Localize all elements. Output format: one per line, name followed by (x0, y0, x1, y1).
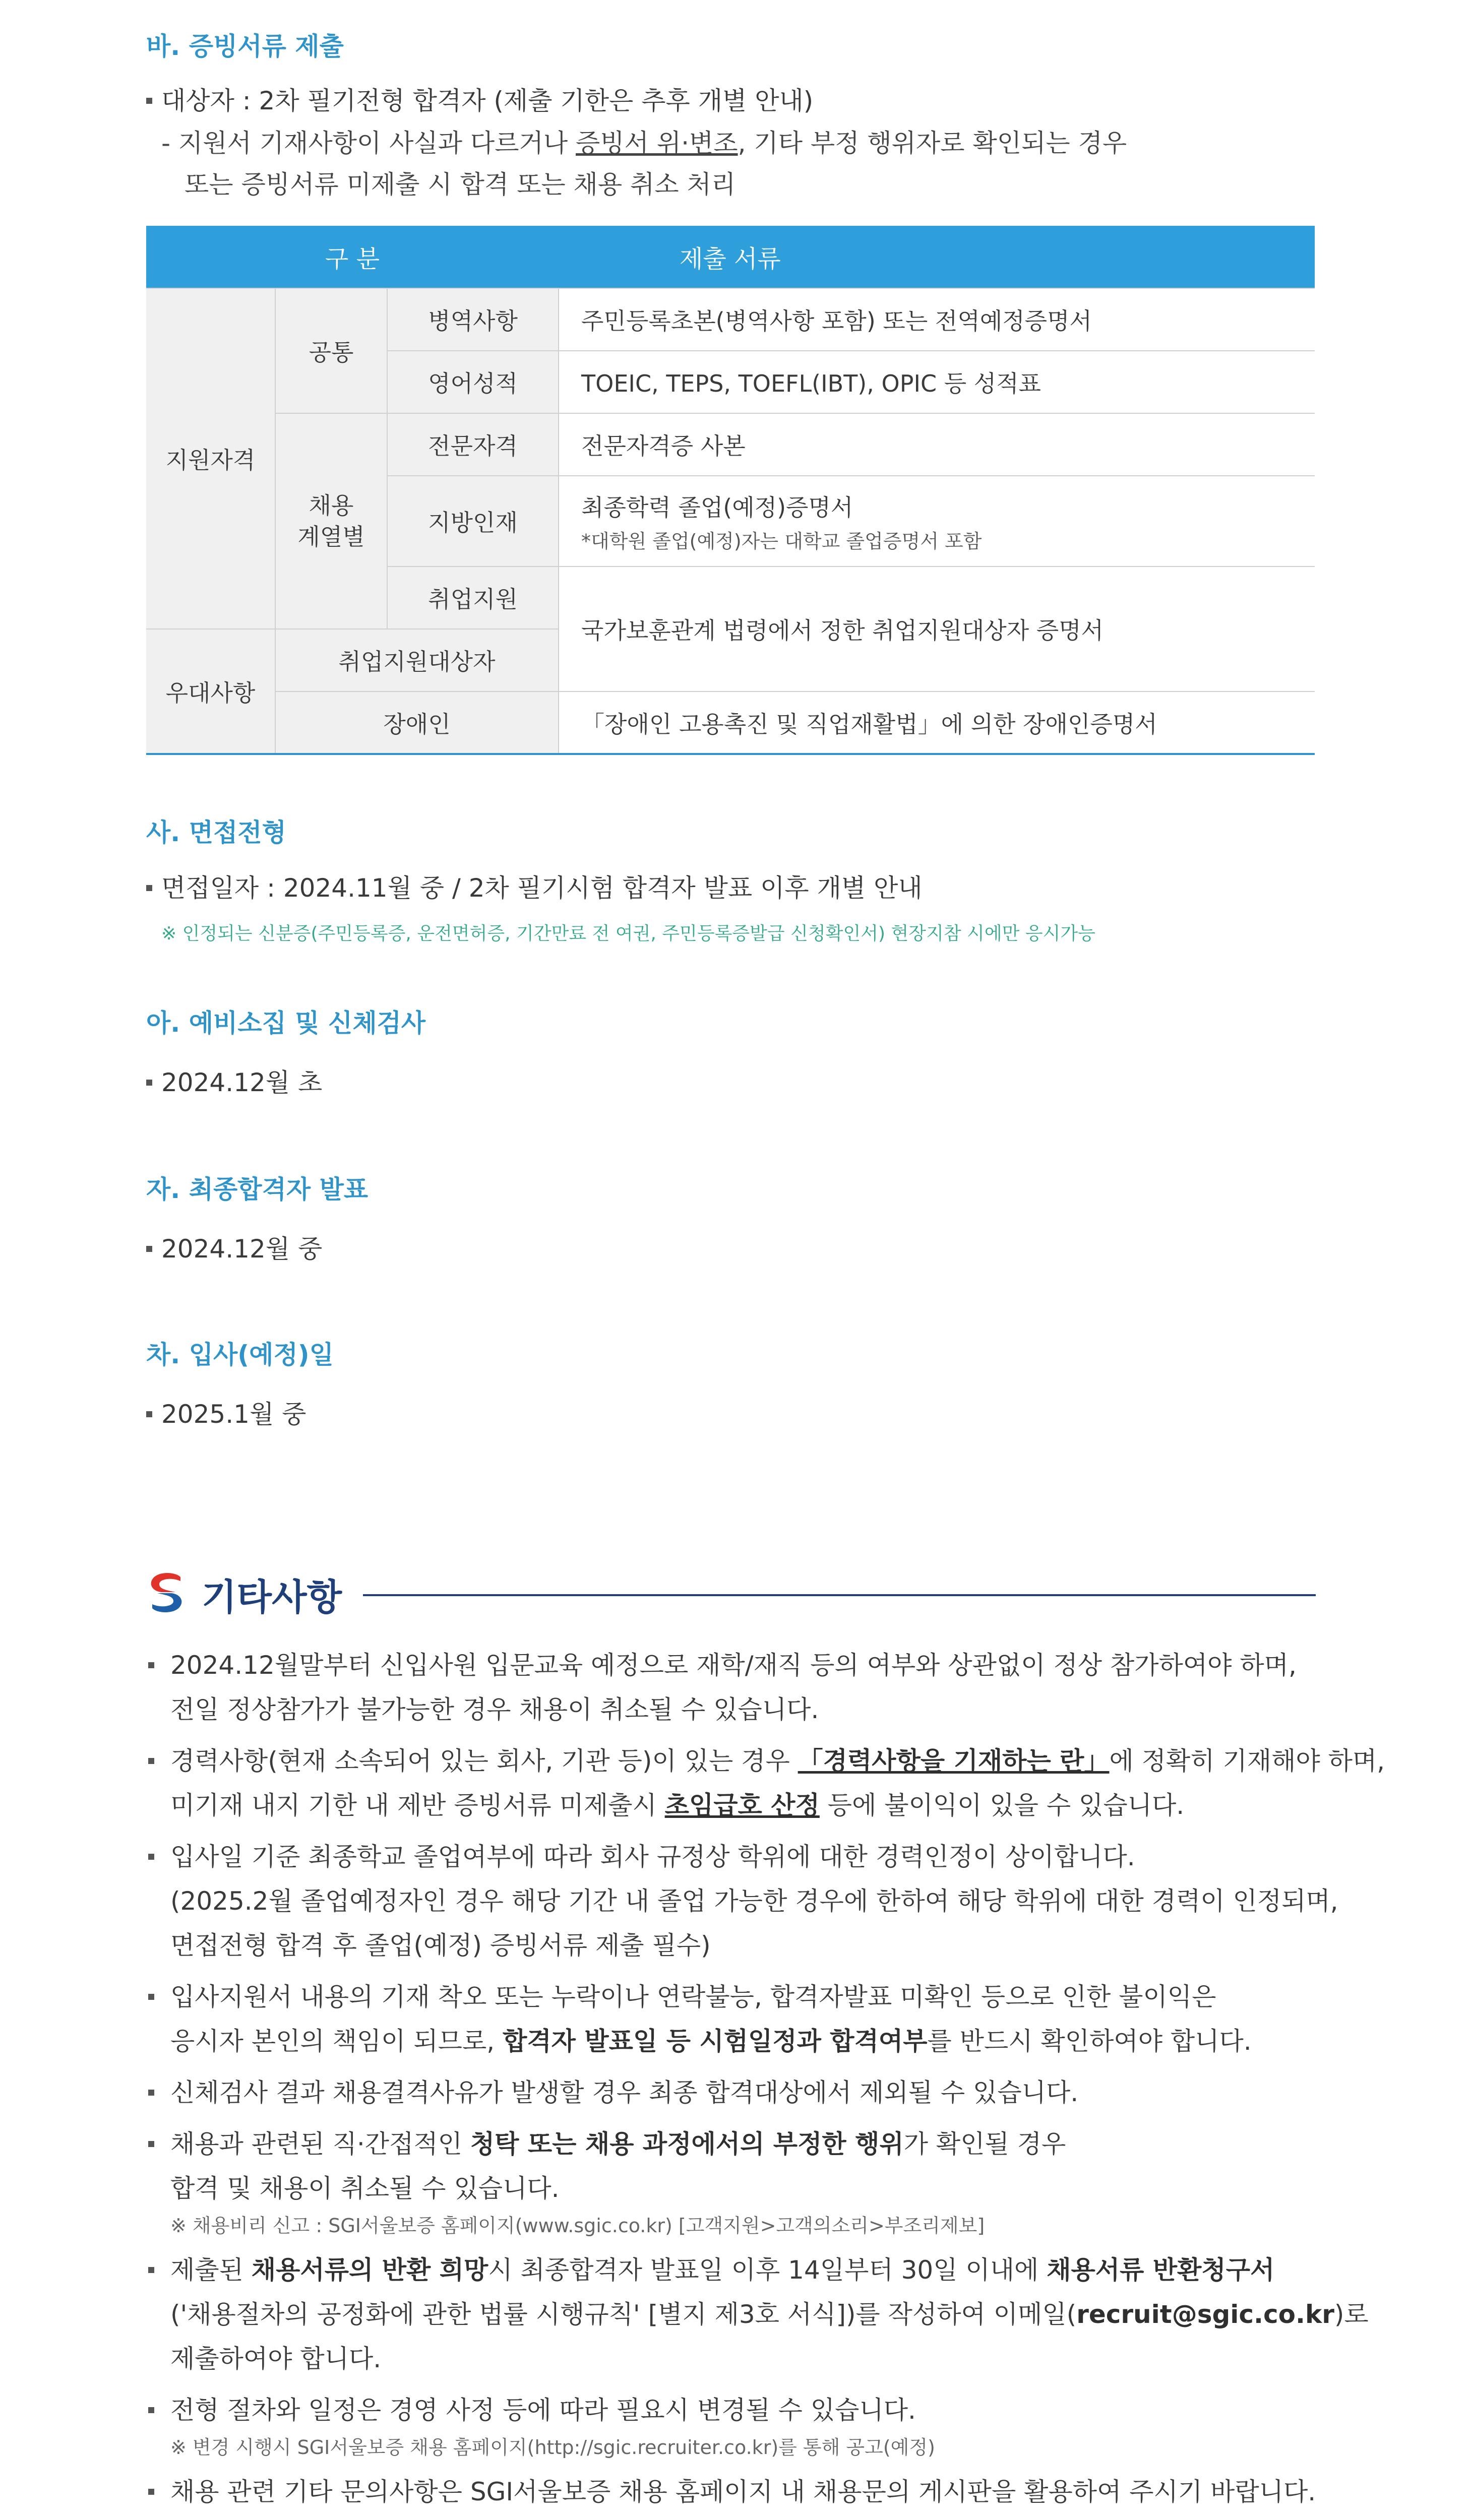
misc-item-7-line-3: 제출하여야 합니다. (170, 2344, 382, 2373)
documents-note-1a: - 지원서 기재사항이 사실과 다르거나 (161, 129, 576, 158)
documents-note-1b: , 기타 부정 행위자로 확인되는 경우 (738, 129, 1127, 158)
misc-item-2-a: 경력사항(현재 소속되어 있는 회사, 기관 등)이 있는 경우 (170, 1746, 798, 1776)
misc-item-3-line-3: 면접전형 합격 후 졸업(예정) 증빙서류 제출 필수) (170, 1931, 711, 1960)
misc-item-7-line-2 (170, 2292, 1369, 2337)
misc-item-3 (146, 1835, 1338, 1968)
misc-list (146, 1643, 1385, 2520)
row-english: 영어성적 (387, 351, 559, 413)
section-title-final: 자. 최종합격자 발표 (146, 1175, 369, 1204)
sgi-logo-icon (146, 1570, 187, 1615)
row-common: 공통 (275, 288, 387, 413)
employ-support-doc: 국가보훈관계 법령에서 정한 취업지원대상자 증명서 (559, 566, 1315, 691)
misc-item-8 (146, 2388, 1321, 2463)
bullet (146, 98, 152, 104)
misc-item-6 (146, 2122, 1321, 2241)
misc-item-7-c: 시 최종합격자 발표일 이후 14일부터 30일 이내에 (488, 2255, 1047, 2285)
interview-id-notice: ※ 인정되는 신분증(주민등록증, 운전면허증, 기간만료 전 여권, 주민등록증발급 신청확인서) 현장지참 시에만 응시가능 (161, 923, 1095, 944)
misc-item-2-line-1 (170, 1739, 1385, 1783)
bullet (146, 1411, 152, 1417)
join-date (146, 1399, 306, 1429)
misc-item-1-line-2: 전일 정상참가가 불가능한 경우 채용이 취소될 수 있습니다. (170, 1695, 819, 1724)
orientation-date-text: 2024.12월 초 (161, 1068, 323, 1097)
join-date-text: 2025.1월 중 (161, 1400, 307, 1429)
row-expert: 전문자격 (387, 413, 559, 476)
schedule-highlight: 합격자 발표일 등 시험일정과 합격여부 (503, 2027, 928, 2056)
misc-item-8-note: ※ 변경 시행시 SGI서울보증 채용 홈페이지(http://sgic.recruiter.co.kr)를 통해 공고(예정) (170, 2436, 935, 2459)
documents-target-text: 대상자 : 2차 필기전형 합격자 (제출 기한은 추후 개별 안내) (161, 86, 814, 115)
misc-item-6-line-2: 합격 및 채용이 취소될 수 있습니다. (170, 2174, 560, 2203)
misc-item-2-c: 에 정확히 기재해야 하며, (1109, 1746, 1385, 1776)
misc-item-2-d: 미기재 내지 기한 내 제반 증빙서류 미제출시 (170, 1791, 665, 1820)
misc-rule (363, 1594, 1316, 1596)
misconduct-highlight: 청탁 또는 채용 과정에서의 부정한 행위 (470, 2129, 904, 2159)
misc-item-2 (146, 1739, 1385, 1828)
misc-item-7-line-1 (170, 2248, 1321, 2292)
misc-item-4-line-1: 입사지원서 내용의 기재 착오 또는 누락이나 연락불능, 합격자발표 미확인 등으로 인한 불이익은 (170, 1982, 1216, 2011)
expert-doc: 전문자격증 사본 (559, 413, 1315, 476)
interview-date-text: 면접일자 : 2024.11월 중 / 2차 필기시험 합격자 발표 이후 개별 안내 (161, 873, 923, 903)
row-local: 지방인재 (387, 476, 559, 566)
misc-item-7-g: )로 (1334, 2300, 1369, 2329)
misc-item-3-line-2: (2025.2월 졸업예정자인 경우 해당 기간 내 졸업 가능한 경우에 한하여 해당 학위에 대한 경력이 인정되며, (170, 1886, 1338, 1916)
misc-item-6-line-1 (170, 2122, 1321, 2166)
orientation-date (146, 1067, 322, 1098)
row-military: 병역사항 (387, 288, 559, 351)
misc-item-6-a: 채용과 관련된 직·간접적인 (170, 2129, 470, 2159)
disabled-doc: 「장애인 고용촉진 및 직업재활법」에 의한 장애인증명서 (559, 691, 1315, 754)
english-doc: TOEIC, TEPS, TOEFL(IBT), OPIC 등 성적표 (559, 351, 1315, 413)
section-title-documents: 바. 증빙서류 제출 (146, 32, 344, 61)
section-title-orientation: 아. 예비소집 및 신체검사 (146, 1009, 426, 1038)
misc-item-6-note: ※ 채용비리 신고 : SGI서울보증 홈페이지(www.sgic.co.kr) [고객지원>고객의소리>부조리제보] (170, 2215, 985, 2237)
misc-item-9-line-1: 채용 관련 기타 문의사항은 SGI서울보증 채용 홈페이지 내 채용문의 게시판을 활용하여 주시기 바랍니다. (170, 2477, 1316, 2506)
misc-item-3-line-1: 입사일 기준 최종학교 졸업여부에 따라 회사 규정상 학위에 대한 경력인정이 상이합니다. (170, 1842, 1135, 1871)
bullet (146, 1080, 152, 1086)
row-qualification: 지원자격 (146, 288, 275, 629)
final-date-text: 2024.12월 중 (161, 1234, 323, 1264)
row-disabled: 장애인 (275, 691, 559, 754)
documents-target (146, 86, 813, 116)
misc-item-2-line-2 (170, 1783, 1321, 1828)
misc-item-5-line-1: 신체검사 결과 채용결격사유가 발생할 경우 최종 합격대상에서 제외될 수 있습니다. (170, 2078, 1079, 2107)
misc-item-1 (146, 1643, 1321, 1732)
salary-grade-highlight: 초임급호 산정 (664, 1791, 820, 1820)
final-date (146, 1234, 322, 1264)
misc-header (146, 1565, 1316, 1620)
bullet (146, 885, 152, 891)
military-doc: 주민등록초본(병역사항 포함) 또는 전역예정증명서 (559, 288, 1315, 351)
row-preference: 우대사항 (146, 629, 275, 754)
misc-item-9 (146, 2470, 1321, 2520)
documents-note-1 (161, 121, 1127, 165)
local-doc-text: 최종학력 졸업(예정)증명서 (581, 493, 853, 521)
local-doc-note: *대학원 졸업(예정)자는 대학교 졸업증명서 포함 (581, 530, 982, 552)
misc-item-4-line-2 (170, 2019, 1321, 2063)
misc-item-1-line-1: 2024.12월말부터 신입사원 입문교육 예정으로 재학/재직 등의 여부와 상관없이 정상 참가하여야 하며, (170, 1651, 1297, 1680)
table-head-docs: 제출 서류 (559, 226, 1315, 288)
row-employ-target: 취업지원대상자 (275, 629, 559, 691)
documents-table (146, 226, 1315, 755)
misc-item-7-a: 제출된 (170, 2255, 252, 2285)
misc-item-4 (146, 1975, 1321, 2063)
misc-item-4-c: 를 반드시 확인하여야 합니다. (927, 2027, 1252, 2056)
bullet (146, 1246, 152, 1252)
documents-note-2: 또는 증빙서류 미제출 시 합격 또는 채용 취소 처리 (185, 170, 736, 199)
misc-item-7-e: ('채용절차의 공정화에 관한 법률 시행규칙' [별지 제3호 서식])를 작성하여 이메일( (170, 2300, 1077, 2329)
misc-item-2-f: 등에 불이익이 있을 수 있습니다. (819, 1791, 1185, 1820)
row-by-track: 채용 계열별 (275, 413, 387, 629)
local-doc (559, 476, 1315, 566)
recruit-email[interactable]: recruit@sgic.co.kr (1076, 2300, 1334, 2329)
misc-item-4-a: 응시자 본인의 책임이 되므로, (170, 2027, 503, 2056)
table-head-category: 구 분 (146, 226, 559, 288)
return-form-highlight: 채용서류 반환청구서 (1047, 2255, 1275, 2285)
misc-item-7 (146, 2248, 1369, 2381)
misc-item-6-c: 가 확인될 경우 (903, 2129, 1066, 2159)
career-field-highlight: 「경력사항을 기재하는 란」 (798, 1746, 1110, 1776)
section-title-join: 차. 입사(예정)일 (146, 1340, 334, 1369)
interview-date (146, 873, 923, 903)
misc-item-9-line-2 (170, 2514, 1321, 2520)
documents-note-1u: 증빙서 위·변조 (576, 129, 738, 158)
return-wish-highlight: 채용서류의 반환 희망 (251, 2255, 488, 2285)
misc-item-8-line-1: 전형 절차와 일정은 경영 사정 등에 따라 필요시 변경될 수 있습니다. (170, 2396, 916, 2425)
section-title-interview: 사. 면접전형 (146, 818, 286, 847)
row-employ-support: 취업지원 (387, 566, 559, 629)
misc-item-5 (146, 2070, 1321, 2115)
misc-title: 기타사항 (202, 1576, 342, 1618)
